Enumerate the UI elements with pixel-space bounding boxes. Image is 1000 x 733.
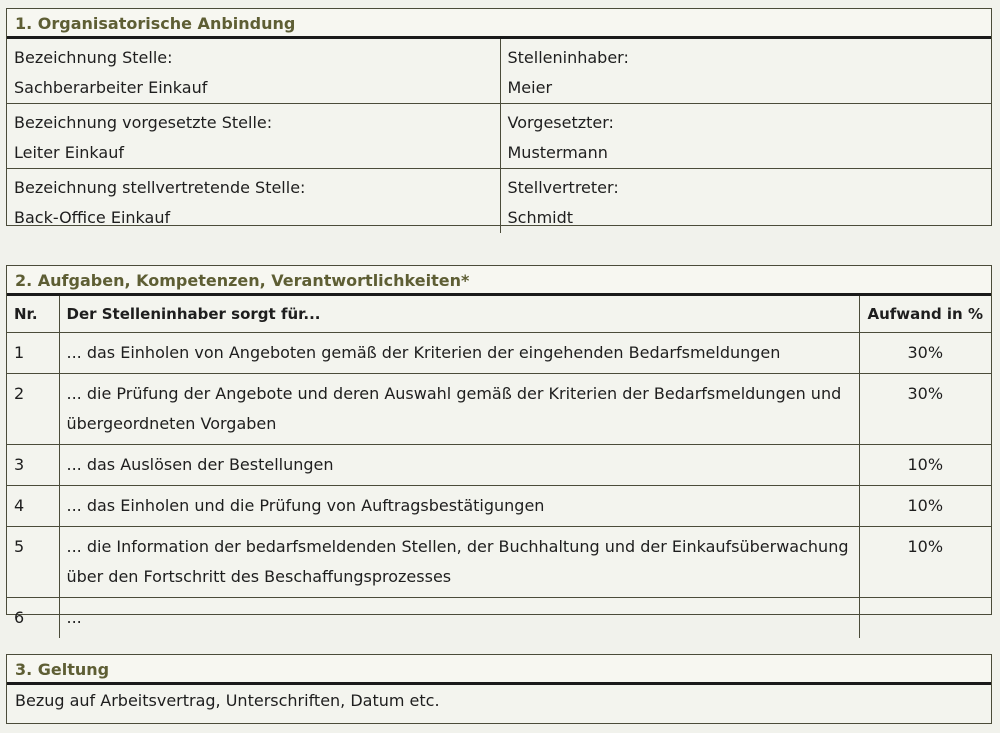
field-label: Stellvertreter: [507, 178, 619, 197]
section-organisatorische-anbindung [6, 8, 992, 226]
table-cell [7, 104, 500, 169]
table-cell [500, 39, 991, 104]
table-row [7, 39, 991, 104]
field-value: Mustermann [507, 143, 608, 162]
section-title: 2. Aufgaben, Kompetenzen, Verantwortlichkeiten* [7, 266, 991, 296]
row-nr: 6 [7, 597, 59, 638]
table-header-row [7, 296, 991, 332]
row-effort: 30% [859, 332, 991, 373]
row-nr: 1 [7, 332, 59, 373]
section-title: 1. Organisatorische Anbindung [7, 9, 991, 39]
row-nr: 3 [7, 444, 59, 485]
anbindung-table [7, 39, 991, 233]
row-effort: 10% [859, 444, 991, 485]
column-header-task: Der Stelleninhaber sorgt für... [59, 296, 859, 332]
table-row [7, 169, 991, 234]
column-header-nr: Nr. [7, 296, 59, 332]
field-label: Bezeichnung Stelle: [14, 48, 173, 67]
geltung-text: Bezug auf Arbeitsvertrag, Unterschriften, Datum etc. [15, 691, 440, 710]
table-row [7, 373, 991, 444]
section-title: 3. Geltung [7, 655, 991, 685]
row-nr: 2 [7, 373, 59, 444]
table-cell [7, 39, 500, 104]
row-task: ... das Auslösen der Bestellungen [59, 444, 859, 485]
table-row [7, 444, 991, 485]
section-geltung [6, 654, 992, 724]
row-effort: 30% [859, 373, 991, 444]
field-value: Schmidt [507, 208, 574, 227]
table-row [7, 104, 991, 169]
column-header-effort: Aufwand in % [859, 296, 991, 332]
field-label: Vorgesetzter: [507, 113, 614, 132]
field-label: Bezeichnung stellvertretende Stelle: [14, 178, 306, 197]
row-task: ... die Information der bedarfsmeldenden Stellen, der Buchhaltung und der Einkaufsüberwachung über den Fortschritt des Beschaffungsprozesses [59, 526, 859, 597]
row-task: ... [59, 597, 859, 638]
field-label: Stelleninhaber: [507, 48, 629, 67]
row-effort: 10% [859, 526, 991, 597]
section-aufgaben [6, 265, 992, 627]
field-label: Bezeichnung vorgesetzte Stelle: [14, 113, 273, 132]
row-effort: 10% [859, 485, 991, 526]
table-row [7, 526, 991, 597]
table-cell [7, 169, 500, 234]
aufgaben-table [7, 296, 991, 638]
table-cell [500, 104, 991, 169]
row-task: ... das Einholen von Angeboten gemäß der Kriterien der eingehenden Bedarfsmeldungen [59, 332, 859, 373]
field-value: Back-Office Einkauf [14, 208, 171, 227]
row-nr: 5 [7, 526, 59, 597]
table-row [7, 332, 991, 373]
field-value: Leiter Einkauf [14, 143, 124, 162]
field-value: Meier [507, 78, 553, 97]
row-nr: 4 [7, 485, 59, 526]
table-row [7, 485, 991, 526]
row-effort [859, 597, 991, 638]
row-task: ... die Prüfung der Angebote und deren Auswahl gemäß der Kriterien der Bedarfsmeldungen und übergeordneten Vorgaben [59, 373, 859, 444]
row-task: ... das Einholen und die Prüfung von Auftragsbestätigungen [59, 485, 859, 526]
table-row [7, 597, 991, 638]
field-value: Sachberarbeiter Einkauf [14, 78, 208, 97]
table-cell [500, 169, 991, 234]
